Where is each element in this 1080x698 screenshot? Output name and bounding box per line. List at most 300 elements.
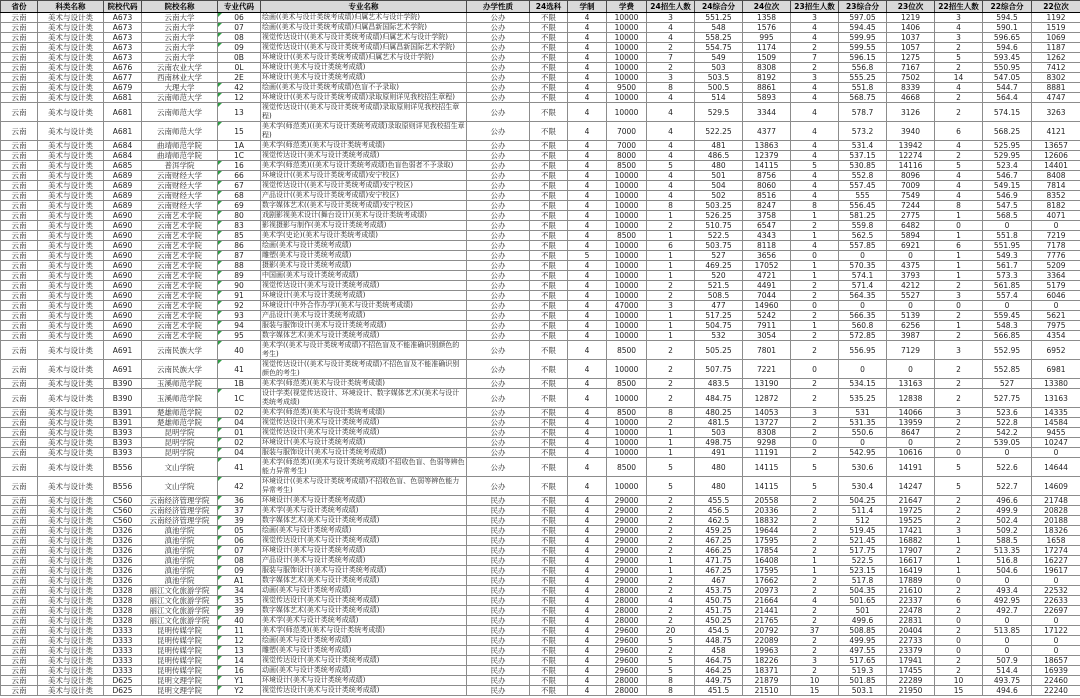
cell-duration: 4 (568, 141, 607, 151)
cell-duration: 4 (568, 496, 607, 506)
table-row (1, 596, 1080, 606)
cell-rank-22: 6981 (1032, 360, 1080, 379)
cell-enroll-23: 2 (791, 546, 839, 556)
cell-score-24: 520 (695, 271, 743, 281)
cell-score-24: 503.5 (695, 73, 743, 83)
cell-score-23: 519.45 (839, 526, 887, 536)
cell-score-23: 556.95 (839, 341, 887, 360)
cell-subject-choice-24: 不限 (530, 686, 568, 696)
cell-score-24: 500.5 (695, 83, 743, 93)
cell-ownership: 民办 (467, 576, 530, 586)
cell-enroll-24: 1 (647, 566, 695, 576)
cell-tuition: 10000 (607, 331, 647, 341)
cell-rank-24: 13190 (743, 379, 791, 389)
cell-enroll-23: 2 (791, 616, 839, 626)
cell-rank-24: 21441 (743, 606, 791, 616)
table-row (1, 122, 1080, 141)
column-header-major-name: 专业名称 (261, 1, 467, 13)
cell-subject-choice-24: 不限 (530, 271, 568, 281)
cell-college-name: 云南财经大学 (142, 181, 218, 191)
cell-score-22: 522.6 (983, 458, 1032, 477)
cell-subject-choice-24: 不限 (530, 331, 568, 341)
cell-province: 云南 (1, 181, 38, 191)
cell-subject-choice-24: 不限 (530, 211, 568, 221)
cell-enroll-22: 1 (935, 211, 983, 221)
cell-province: 云南 (1, 271, 38, 281)
cell-duration: 4 (568, 428, 607, 438)
cell-enroll-22: 10 (935, 676, 983, 686)
cell-score-24: 464.25 (695, 666, 743, 676)
green-corner-marker-icon (218, 536, 222, 540)
cell-score-22: 507.9 (983, 656, 1032, 666)
cell-tuition: 28000 (607, 606, 647, 616)
cell-major-code: 89 (218, 271, 261, 281)
cell-score-22: 547.5 (983, 201, 1032, 211)
cell-score-22: 551.8 (983, 231, 1032, 241)
column-header-score-24: 24综合分 (695, 1, 743, 13)
cell-category: 美术与设计类 (38, 122, 104, 141)
cell-rank-23: 22733 (887, 636, 935, 646)
cell-score-24: 471.75 (695, 556, 743, 566)
cell-score-22: 594.6 (983, 43, 1032, 53)
cell-score-24: 504.75 (695, 321, 743, 331)
cell-province: 云南 (1, 566, 38, 576)
table-row (1, 63, 1080, 73)
cell-college-name: 曲靖师范学院 (142, 151, 218, 161)
header-row (1, 1, 1080, 13)
cell-category: 美术与设计类 (38, 596, 104, 606)
cell-rank-23: 12274 (887, 151, 935, 161)
cell-enroll-23: 2 (791, 606, 839, 616)
cell-score-23: 555.25 (839, 73, 887, 83)
cell-score-24: 454.5 (695, 626, 743, 636)
cell-major-name: 环境设计(美术与设计类统考成绩) (261, 63, 467, 73)
cell-tuition: 10000 (607, 191, 647, 201)
cell-province: 云南 (1, 341, 38, 360)
cell-enroll-22: 2 (935, 103, 983, 122)
cell-score-24: 522.5 (695, 231, 743, 241)
cell-category: 美术与设计类 (38, 211, 104, 221)
cell-college-code: A673 (104, 33, 142, 43)
cell-ownership: 民办 (467, 536, 530, 546)
cell-duration: 4 (568, 83, 607, 93)
cell-ownership: 公办 (467, 251, 530, 261)
cell-score-22: 525.95 (983, 141, 1032, 151)
cell-enroll-24: 1 (647, 556, 695, 566)
cell-duration: 4 (568, 656, 607, 666)
cell-subject-choice-24: 不限 (530, 676, 568, 686)
cell-rank-22: 13163 (1032, 389, 1080, 408)
cell-rank-24: 4721 (743, 271, 791, 281)
cell-tuition: 28000 (607, 596, 647, 606)
cell-subject-choice-24: 不限 (530, 122, 568, 141)
cell-subject-choice-24: 不限 (530, 616, 568, 626)
cell-duration: 4 (568, 566, 607, 576)
cell-rank-22: 3263 (1032, 103, 1080, 122)
cell-major-name: 环境设计(美术与设计类统考成绩) (261, 676, 467, 686)
cell-duration: 4 (568, 241, 607, 251)
cell-college-code: A690 (104, 231, 142, 241)
cell-major-code: 1C (218, 151, 261, 161)
cell-rank-23: 14116 (887, 161, 935, 171)
cell-score-23: 521.45 (839, 536, 887, 546)
cell-college-name: 大理大学 (142, 83, 218, 93)
cell-score-23: 522.5 (839, 556, 887, 566)
cell-category: 美术与设计类 (38, 676, 104, 686)
cell-college-code: D326 (104, 546, 142, 556)
cell-rank-24: 995 (743, 33, 791, 43)
cell-tuition: 28000 (607, 586, 647, 596)
cell-rank-24: 18371 (743, 666, 791, 676)
cell-province: 云南 (1, 506, 38, 516)
cell-major-code: 93 (218, 311, 261, 321)
cell-ownership: 公办 (467, 191, 530, 201)
cell-major-name: 视觉传达设计((美术与设计类统考成绩)录取原则详见我校招生章程) (261, 103, 467, 122)
column-header-enroll-24: 24招生人数 (647, 1, 695, 13)
cell-major-name: 视觉传达设计((美术与设计类统考成绩)安宁校区) (261, 181, 467, 191)
cell-province: 云南 (1, 646, 38, 656)
cell-enroll-24: 4 (647, 141, 695, 151)
table-row (1, 33, 1080, 43)
cell-rank-23: 7549 (887, 191, 935, 201)
cell-tuition: 10000 (607, 477, 647, 496)
cell-major-code: 11 (218, 626, 261, 636)
cell-province: 云南 (1, 379, 38, 389)
cell-duration: 4 (568, 231, 607, 241)
cell-college-name: 昆明传媒学院 (142, 626, 218, 636)
cell-rank-24: 4377 (743, 122, 791, 141)
cell-score-24: 503 (695, 428, 743, 438)
table-row (1, 53, 1080, 63)
cell-ownership: 民办 (467, 566, 530, 576)
cell-ownership: 公办 (467, 331, 530, 341)
table-row (1, 271, 1080, 281)
cell-rank-24: 13863 (743, 141, 791, 151)
cell-tuition: 10000 (607, 428, 647, 438)
cell-rank-22: 8881 (1032, 83, 1080, 93)
cell-ownership: 公办 (467, 201, 530, 211)
cell-tuition: 10000 (607, 311, 647, 321)
cell-score-24: 548 (695, 23, 743, 33)
cell-major-name: 雕塑(美术与设计类统考成绩) (261, 251, 467, 261)
cell-duration: 4 (568, 171, 607, 181)
cell-score-24: 464.75 (695, 656, 743, 666)
cell-enroll-22: 2 (935, 666, 983, 676)
cell-college-code: C560 (104, 516, 142, 526)
cell-ownership: 公办 (467, 83, 530, 93)
cell-enroll-24: 1 (647, 211, 695, 221)
cell-major-name: 影视摄影与制作(美术与设计类统考成绩) (261, 221, 467, 231)
cell-major-name: 美术学(师范类)(美术与设计类统考成绩) (261, 379, 467, 389)
cell-province: 云南 (1, 586, 38, 596)
cell-ownership: 公办 (467, 23, 530, 33)
cell-enroll-23: 0 (791, 438, 839, 448)
cell-score-23: 0 (839, 438, 887, 448)
cell-subject-choice-24: 不限 (530, 477, 568, 496)
cell-enroll-22: 4 (935, 171, 983, 181)
cell-score-24: 481.5 (695, 418, 743, 428)
cell-rank-24: 22089 (743, 636, 791, 646)
cell-major-name: 数字媒体艺术((美术与设计类统考成绩)安宁校区) (261, 201, 467, 211)
cell-tuition: 10000 (607, 201, 647, 211)
cell-major-name: 动画(美术与设计类统考成绩) (261, 586, 467, 596)
cell-rank-23: 17907 (887, 546, 935, 556)
cell-tuition: 9500 (607, 83, 647, 93)
cell-rank-23: 17889 (887, 576, 935, 586)
cell-duration: 4 (568, 161, 607, 171)
cell-tuition: 10000 (607, 63, 647, 73)
cell-category: 美术与设计类 (38, 241, 104, 251)
cell-college-name: 云南艺术学院 (142, 271, 218, 281)
cell-score-24: 455.5 (695, 496, 743, 506)
cell-college-name: 楚雄师范学院 (142, 408, 218, 418)
cell-score-22: 529.95 (983, 151, 1032, 161)
cell-major-name: 数字媒体艺术(美术与设计类统考成绩) (261, 576, 467, 586)
cell-score-23: 517.65 (839, 656, 887, 666)
cell-enroll-24: 5 (647, 477, 695, 496)
cell-enroll-23: 2 (791, 576, 839, 586)
cell-enroll-24: 20 (647, 626, 695, 636)
cell-score-24: 527 (695, 251, 743, 261)
cell-province: 云南 (1, 360, 38, 379)
cell-college-code: D326 (104, 576, 142, 586)
cell-enroll-22: 2 (935, 331, 983, 341)
cell-score-23: 517.8 (839, 576, 887, 586)
cell-ownership: 公办 (467, 360, 530, 379)
cell-category: 美术与设计类 (38, 161, 104, 171)
cell-major-code: 04 (218, 448, 261, 458)
cell-score-22: 523.6 (983, 408, 1032, 418)
cell-score-22: 548.3 (983, 321, 1032, 331)
cell-rank-24: 8060 (743, 181, 791, 191)
cell-rank-22: 4121 (1032, 122, 1080, 141)
cell-ownership: 公办 (467, 477, 530, 496)
cell-ownership: 公办 (467, 311, 530, 321)
cell-province: 云南 (1, 438, 38, 448)
cell-major-code: 09 (218, 566, 261, 576)
cell-enroll-23: 1 (791, 566, 839, 576)
cell-enroll-22: 1 (935, 566, 983, 576)
cell-enroll-22: 0 (935, 646, 983, 656)
cell-major-code: 07 (218, 23, 261, 33)
cell-tuition: 28000 (607, 616, 647, 626)
table-row (1, 418, 1080, 428)
cell-score-22: 551.95 (983, 241, 1032, 251)
green-corner-marker-icon (218, 576, 222, 580)
cell-score-24: 508.5 (695, 291, 743, 301)
cell-score-24: 551.25 (695, 13, 743, 23)
cell-enroll-24: 2 (647, 616, 695, 626)
cell-rank-23: 13959 (887, 418, 935, 428)
cell-major-name: 环境设计(美术与设计类统考成绩) (261, 291, 467, 301)
cell-enroll-23: 1 (791, 321, 839, 331)
cell-score-23: 570.35 (839, 261, 887, 271)
cell-score-22: 594.5 (983, 13, 1032, 23)
cell-major-code: 39 (218, 516, 261, 526)
green-corner-marker-icon (218, 83, 222, 87)
cell-college-name: 云南经济管理学院 (142, 496, 218, 506)
cell-enroll-24: 5 (647, 666, 695, 676)
cell-rank-22: 20188 (1032, 516, 1080, 526)
cell-duration: 4 (568, 261, 607, 271)
cell-ownership: 公办 (467, 271, 530, 281)
cell-tuition: 10000 (607, 33, 647, 43)
cell-score-23: 531.4 (839, 141, 887, 151)
cell-ownership: 公办 (467, 181, 530, 191)
cell-score-24: 505.25 (695, 341, 743, 360)
cell-ownership: 民办 (467, 686, 530, 696)
table-row (1, 566, 1080, 576)
cell-category: 美术与设计类 (38, 271, 104, 281)
cell-major-code: 90 (218, 281, 261, 291)
cell-score-23: 537.15 (839, 151, 887, 161)
cell-college-name: 云南艺术学院 (142, 291, 218, 301)
cell-score-22: 0 (983, 301, 1032, 311)
cell-rank-22: 22460 (1032, 676, 1080, 686)
cell-subject-choice-24: 不限 (530, 556, 568, 566)
cell-enroll-22: 2 (935, 656, 983, 666)
cell-rank-24: 12872 (743, 389, 791, 408)
cell-major-code: 12 (218, 636, 261, 646)
cell-tuition: 10000 (607, 43, 647, 53)
cell-enroll-23: 2 (791, 63, 839, 73)
cell-rank-24: 17854 (743, 546, 791, 556)
cell-duration: 4 (568, 616, 607, 626)
cell-college-code: A681 (104, 122, 142, 141)
cell-enroll-23: 2 (791, 221, 839, 231)
cell-enroll-24: 1 (647, 311, 695, 321)
cell-score-22: 513.35 (983, 546, 1032, 556)
cell-major-name: 美术学(美术与设计类统考成绩) (261, 616, 467, 626)
cell-rank-22: 16939 (1032, 666, 1080, 676)
table-row (1, 676, 1080, 686)
cell-major-name: 环境设计(美术与设计类统考成绩) (261, 438, 467, 448)
cell-enroll-24: 2 (647, 586, 695, 596)
cell-score-23: 497.55 (839, 646, 887, 656)
cell-rank-24: 8192 (743, 73, 791, 83)
cell-score-23: 556.45 (839, 201, 887, 211)
cell-rank-22: 7178 (1032, 241, 1080, 251)
cell-score-22: 0 (983, 448, 1032, 458)
cell-score-23: 599.95 (839, 33, 887, 43)
table-row (1, 458, 1080, 477)
cell-score-23: 530.6 (839, 458, 887, 477)
cell-province: 云南 (1, 73, 38, 83)
green-corner-marker-icon (218, 341, 222, 345)
cell-tuition: 29600 (607, 656, 647, 666)
green-corner-marker-icon (218, 161, 222, 165)
cell-subject-choice-24: 不限 (530, 536, 568, 546)
table-row (1, 181, 1080, 191)
cell-major-code: 02 (218, 438, 261, 448)
cell-major-name: 美术学(师范类)((美术与设计类统考成绩)色盲色弱者不予录取) (261, 161, 467, 171)
cell-rank-22: 6046 (1032, 291, 1080, 301)
green-corner-marker-icon (218, 428, 222, 432)
cell-rank-24: 14053 (743, 408, 791, 418)
cell-rank-22: 1192 (1032, 13, 1080, 23)
cell-college-name: 云南艺术学院 (142, 231, 218, 241)
cell-enroll-24: 1 (647, 271, 695, 281)
cell-college-name: 普洱学院 (142, 161, 218, 171)
cell-rank-22: 8302 (1032, 73, 1080, 83)
cell-province: 云南 (1, 201, 38, 211)
cell-college-name: 昆明传媒学院 (142, 636, 218, 646)
cell-ownership: 公办 (467, 438, 530, 448)
cell-province: 云南 (1, 211, 38, 221)
cell-category: 美术与设计类 (38, 201, 104, 211)
cell-tuition: 8500 (607, 379, 647, 389)
cell-major-code: 85 (218, 231, 261, 241)
cell-major-code: 40 (218, 616, 261, 626)
cell-tuition: 28000 (607, 686, 647, 696)
cell-enroll-24: 2 (647, 63, 695, 73)
cell-score-22: 513.85 (983, 626, 1032, 636)
cell-ownership: 公办 (467, 448, 530, 458)
cell-score-22: 492.7 (983, 606, 1032, 616)
cell-score-24: 451.5 (695, 686, 743, 696)
cell-tuition: 8500 (607, 408, 647, 418)
cell-enroll-23: 3 (791, 13, 839, 23)
cell-subject-choice-24: 不限 (530, 496, 568, 506)
cell-enroll-23: 2 (791, 526, 839, 536)
cell-enroll-24: 5 (647, 458, 695, 477)
cell-subject-choice-24: 不限 (530, 73, 568, 83)
cell-duration: 4 (568, 73, 607, 83)
cell-category: 美术与设计类 (38, 438, 104, 448)
cell-college-code: D326 (104, 526, 142, 536)
cell-college-name: 云南艺术学院 (142, 321, 218, 331)
cell-rank-23: 8647 (887, 428, 935, 438)
cell-college-name: 云南大学 (142, 33, 218, 43)
cell-enroll-22: 2 (935, 151, 983, 161)
cell-rank-24: 1576 (743, 23, 791, 33)
cell-score-24: 483.5 (695, 379, 743, 389)
cell-enroll-24: 2 (647, 606, 695, 616)
cell-enroll-24: 2 (647, 646, 695, 656)
cell-college-code: A690 (104, 281, 142, 291)
cell-score-23: 511.4 (839, 506, 887, 516)
cell-category: 美术与设计类 (38, 536, 104, 546)
cell-enroll-22: 5 (935, 477, 983, 496)
cell-score-22: 590.1 (983, 23, 1032, 33)
cell-enroll-22: 2 (935, 379, 983, 389)
cell-major-name: 视觉传达设计(美术与设计类统考成绩) (261, 281, 467, 291)
cell-subject-choice-24: 不限 (530, 360, 568, 379)
cell-college-name: 云南艺术学院 (142, 281, 218, 291)
cell-ownership: 公办 (467, 408, 530, 418)
cell-province: 云南 (1, 428, 38, 438)
cell-rank-23: 19725 (887, 506, 935, 516)
cell-rank-22: 1658 (1032, 536, 1080, 546)
cell-rank-23: 10616 (887, 448, 935, 458)
table-row (1, 686, 1080, 696)
cell-enroll-23: 2 (791, 586, 839, 596)
cell-ownership: 民办 (467, 616, 530, 626)
cell-score-22: 546.7 (983, 171, 1032, 181)
cell-enroll-23: 4 (791, 191, 839, 201)
cell-rank-22: 7814 (1032, 181, 1080, 191)
table-row (1, 13, 1080, 23)
cell-rank-23: 17941 (887, 656, 935, 666)
cell-ownership: 公办 (467, 13, 530, 23)
cell-rank-23: 5527 (887, 291, 935, 301)
cell-major-code: 88 (218, 261, 261, 271)
cell-enroll-22: 3 (935, 408, 983, 418)
cell-rank-22: 0 (1032, 448, 1080, 458)
cell-college-name: 玉溪师范学院 (142, 389, 218, 408)
cell-category: 美术与设计类 (38, 103, 104, 122)
cell-rank-23: 3940 (887, 122, 935, 141)
